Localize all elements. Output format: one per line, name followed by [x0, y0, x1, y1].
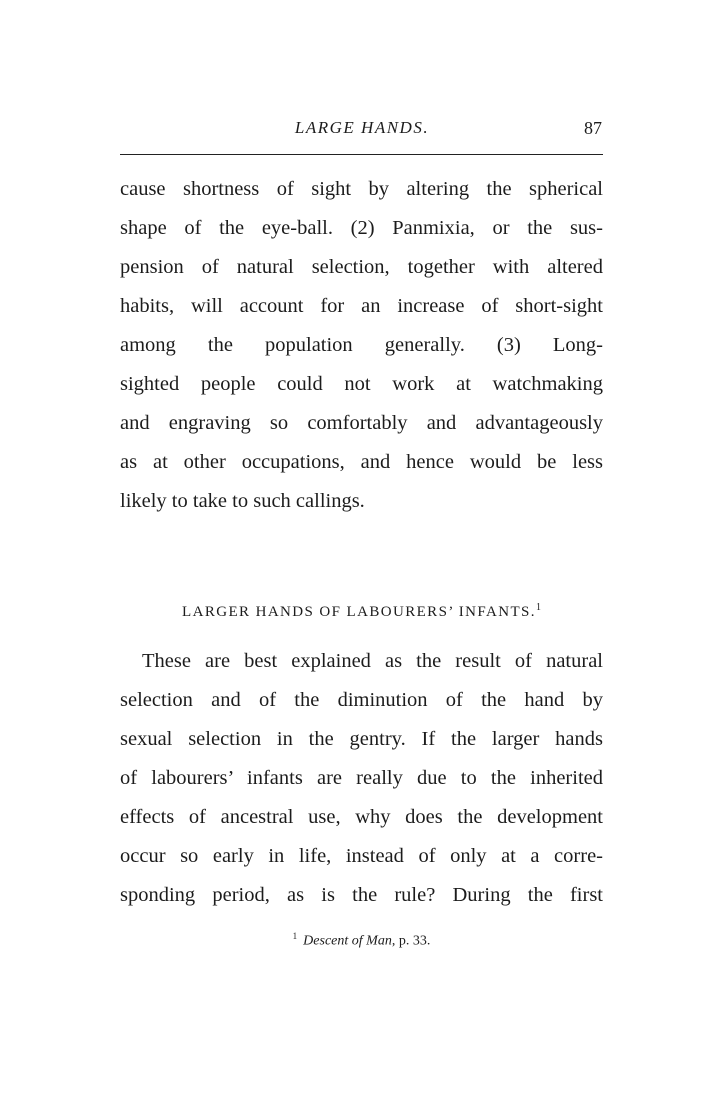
footnote-title: Descent of Man	[303, 933, 392, 949]
text-line: sighted people could not work at watchmaking	[120, 373, 603, 395]
text-line: occur so early in life, instead of only at a corre-	[120, 845, 603, 867]
text-line: effects of ancestral use, why does the development	[120, 806, 603, 828]
running-head	[120, 116, 604, 146]
footnote	[120, 931, 603, 950]
text-line: among the population generally. (3) Long-	[120, 334, 603, 356]
text-line: cause shortness of sight by altering the spherical	[120, 178, 603, 200]
page-number: 87	[584, 118, 602, 138]
text-line: likely to take to such callings.	[120, 490, 365, 512]
text-line: pension of natural selection, together with altered	[120, 256, 603, 278]
text-line: of labourers’ infants are really due to the inherited	[120, 767, 603, 789]
text-line: sponding period, as is the rule? During the first	[120, 884, 603, 906]
footnote-mark: 1	[292, 931, 298, 941]
text-line: shape of the eye-ball. (2) Panmixia, or the sus-	[120, 217, 603, 239]
footnote-citation: , p. 33.	[391, 933, 431, 949]
footnote-reference: 1	[535, 602, 541, 613]
text-line: These are best explained as the result of natural	[142, 650, 603, 672]
section-heading	[120, 602, 603, 621]
text-line: and engraving so comfortably and advantageously	[120, 412, 603, 434]
paragraph-2	[120, 642, 603, 915]
header-rule	[120, 154, 603, 155]
text-line: as at other occupations, and hence would be less	[120, 451, 603, 473]
running-title: LARGE HANDS.	[294, 118, 430, 137]
section-heading-text: LARGER HANDS OF LABOURERS’ INFANTS.	[182, 604, 536, 620]
paragraph-1	[120, 170, 603, 521]
text-line: sexual selection in the gentry. If the larger hands	[120, 728, 603, 750]
text-line: habits, will account for an increase of short-sight	[120, 295, 603, 317]
text-line: selection and of the diminution of the hand by	[120, 689, 603, 711]
